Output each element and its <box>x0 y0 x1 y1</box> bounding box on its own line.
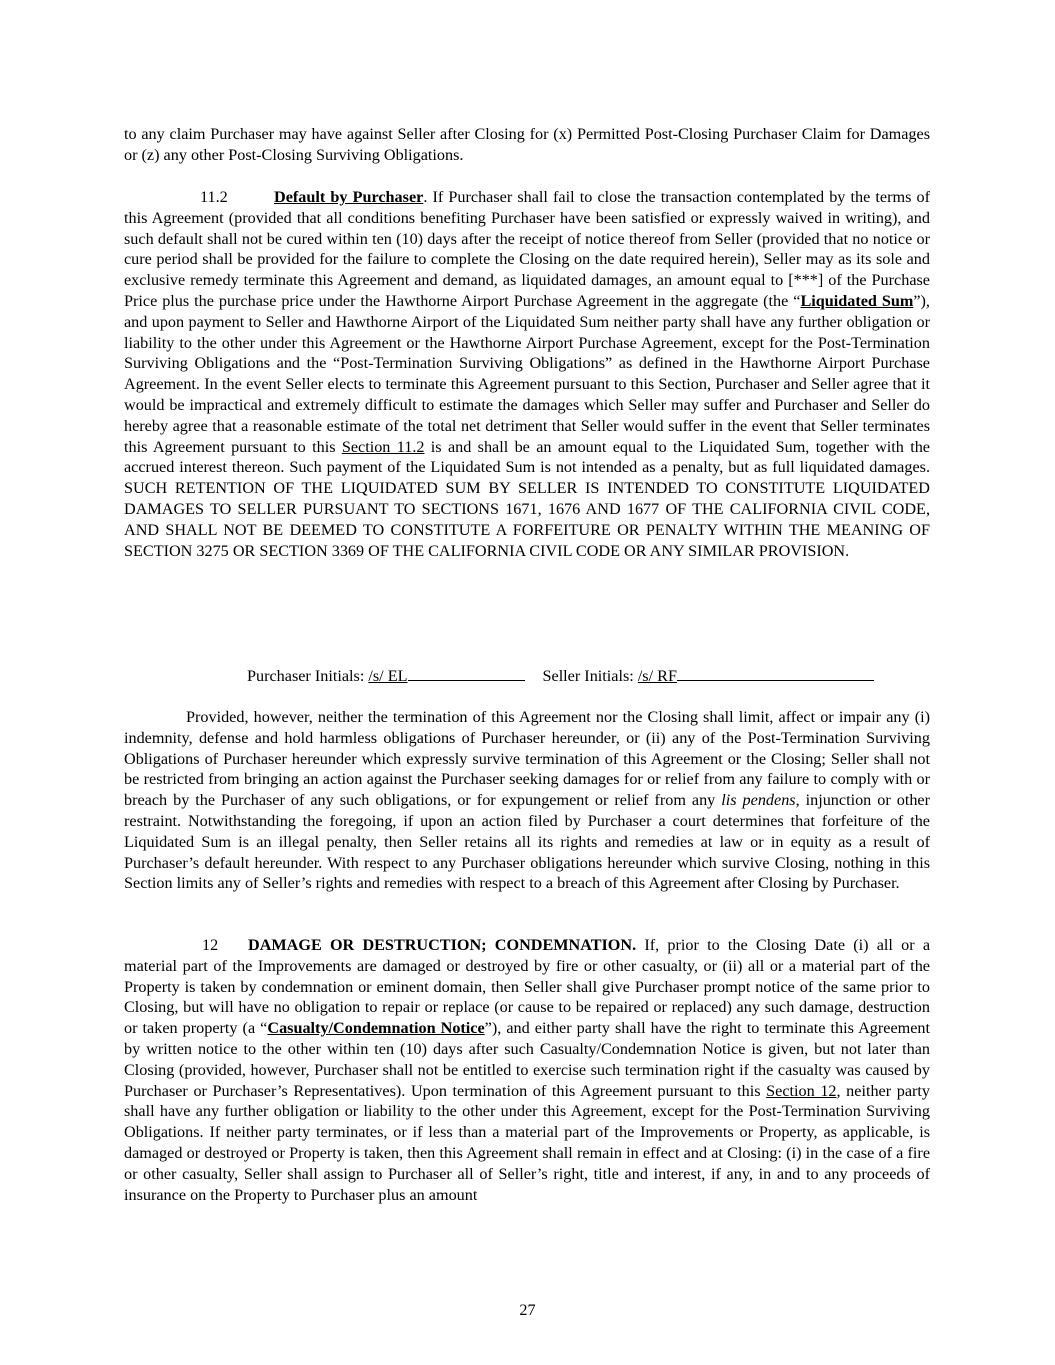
continuation-text: to any claim Purchaser may have against Seller after Closing for (x) Permitted Post-Closing Purchaser Claim for Damages or (z) any other Post-Closing Surviving Obligations. <box>124 125 930 164</box>
section-11-2-number: 11.2 <box>200 188 228 206</box>
proviso-text: Provided, however, neither the termination of this Agreement nor the Closing shall limit, affect or impair any (i) indemnity, defense and hold harmless obligations of Purchaser hereunder, or (ii) any of the Post-Termination Surviving Obligations of Purchaser hereunder which expressly survive termination of this Agreement or the Closing; Seller shall not be restricted from bringing an action against the Purchaser seeking damages for or relief from any failure to comply with or breach by the Purchaser of any such obligations, or for expungement or relief from any lis pendens, injunction or other restraint. Notwithstanding the foregoing, if upon an action filed by Purchaser a court determines that forfeiture of the Liquidated Sum is an illegal penalty, then Seller retains all its rights and remedies at law or in equity as a result of Purchaser’s default hereunder. With respect to any Purchaser obligations hereunder which survive Closing, nothing in this Section limits any of Seller’s rights and remedies with respect to a breach of this Agreement after Closing by Purchaser. <box>124 708 930 893</box>
defined-term-casualty-notice: Casualty/Condemnation Notice <box>267 1019 485 1038</box>
seller-initials-blank <box>677 666 874 681</box>
continuation-paragraph <box>124 124 930 166</box>
purchaser-initials-blank <box>408 666 525 681</box>
seller-initials-signature: /s/ RF <box>637 667 677 685</box>
purchaser-initials-label: Purchaser Initials: <box>247 667 369 685</box>
section-12-reference: Section 12 <box>766 1081 837 1100</box>
section-11-2-reference: Section 11.2 <box>341 437 425 456</box>
proviso-paragraph <box>124 707 930 894</box>
initials-line <box>247 666 874 687</box>
seller-initials-label: Seller Initials: <box>542 667 638 685</box>
section-12-paragraph: 12 DAMAGE OR DESTRUCTION; CONDEMNATION. If, prior to the Closing Date (i) all or a material part of the Improvements are damaged or destroyed by fire or other casualty, or (ii) all or a material part of the Property is taken by condemnation or eminent domain, then Seller shall give Purchaser prompt notice of the same prior to Closing, but will have no obligation to repair or replace (or cause to be repaired or replaced) any such damage, destruction or taken property (a “Casualty/Condemnation Notice”), and either party shall have the right to terminate this Agreement by written notice to the other within ten (10) days after such Casualty/Condemnation Notice is given, but not later than Closing (provided, however, Purchaser shall not be entitled to exercise such termination right if the casualty was caused by Purchaser or Purchaser’s Representatives). Upon termination of this Agreement pursuant to this Section 12, neither party shall have any further obligation or liability to the other under this Agreement, except for the Post-Termination Surviving Obligations. If neither party terminates, or if less than a material part of the Improvements or Property, as applicable, is damaged or destroyed or Property is taken, then this Agreement shall remain in effect and at Closing: (i) in the case of a fire or other casualty, Seller shall assign to Purchaser all of Seller’s right, title and interest, if any, in and to any proceeds of insurance on the Property to Purchaser plus an amount <box>124 936 931 1204</box>
page-number: 27 <box>519 1301 536 1319</box>
lis-pendens-term: lis pendens <box>721 791 796 810</box>
section-12 <box>124 935 930 1205</box>
section-11-2-paragraph: 11.2 Default by Purchaser. If Purchaser shall fail to close the transaction contemplated by the terms of this Agreement (provided that all conditions benefiting Purchaser have been satisfied or expressly waived in writing), and such default shall not be cured within ten (10) days after the receipt of notice thereof from Seller (provided that no notice or cure period shall be provided for the failure to complete the Closing on the date required herein), Seller may as its sole and exclusive remedy terminate this Agreement and demand, as liquidated damages, an amount equal to [***] of the Purchase Price plus the purchase price under the Hawthorne Airport Purchase Agreement in the aggregate (the “Liquidated Sum”), and upon payment to Seller and Hawthorne Airport of the Liquidated Sum neither party shall have any further obligation or liability to the other under this Agreement or the Hawthorne Airport Purchase Agreement, except for the Post-Termination Surviving Obligations and the “Post-Termination Surviving Obligations” as defined in the Hawthorne Airport Purchase Agreement. In the event Seller elects to terminate this Agreement pursuant to this Section, Purchaser and Seller agree that it would be impractical and extremely difficult to estimate the damages which Seller may suffer and Purchaser and Seller do hereby agree that a reasonable estimate of the total net detriment that Seller would suffer in the event that Seller terminates this Agreement pursuant to this Section 11.2 is and shall be an amount equal to the Liquidated Sum, together with the accrued interest thereon. Such payment of the Liquidated Sum is not intended as a penalty, but as full liquidated damages. SUCH RETENTION OF THE LIQUIDATED SUM BY SELLER IS INTENDED TO CONSTITUTE LIQUIDATED DAMAGES TO SELLER PURSUANT TO SECTIONS 1671, 1676 AND 1677 OF THE CALIFORNIA CIVIL CODE, AND SHALL NOT BE DEEMED TO CONSTITUTE A FORFEITURE OR PENALTY WITHIN THE MEANING OF SECTION 3275 OR SECTION 3369 OF THE CALIFORNIA CIVIL CODE OR ANY SIMILAR PROVISION. <box>124 188 930 560</box>
defined-term-liquidated-sum: Liquidated Sum <box>800 291 914 310</box>
section-11-2 <box>124 187 930 561</box>
section-12-number: 12 <box>202 936 219 954</box>
section-11-2-heading: Default by Purchaser <box>274 188 424 206</box>
section-12-heading: DAMAGE OR DESTRUCTION; CONDEMNATION. <box>248 936 637 954</box>
purchaser-initials-signature: /s/ EL <box>368 667 408 685</box>
